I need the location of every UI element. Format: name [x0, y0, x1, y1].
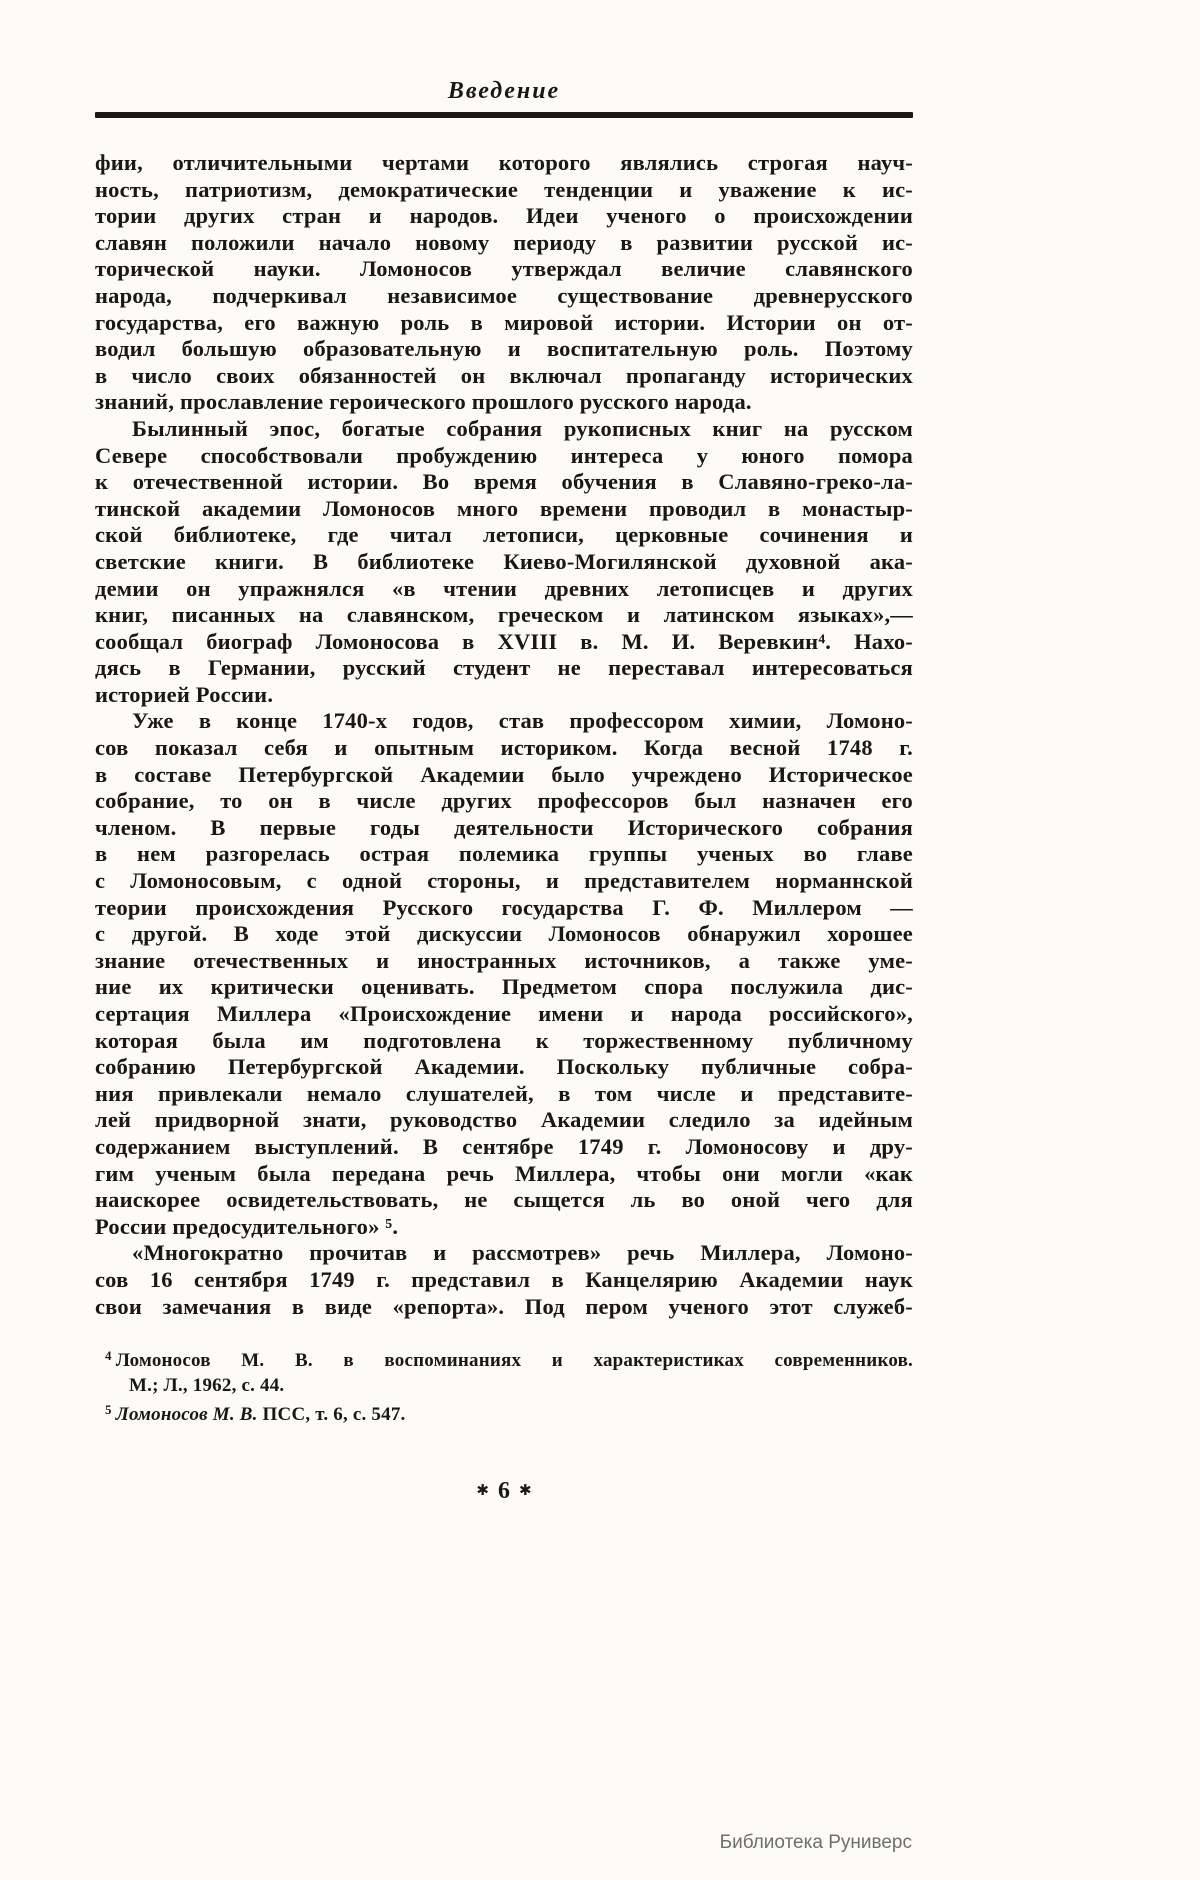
footnote-line	[105, 1398, 913, 1428]
footnote-marker: 4	[105, 1348, 112, 1364]
text-line: с другой. В ходе этой дискуссии Ломоносов обнаружил хорошее	[95, 921, 913, 947]
ornament-right-icon: ✱	[519, 1480, 532, 1499]
text-line: в составе Петербургской Академии было учреждено Историческое	[95, 761, 913, 787]
footnotes	[95, 1344, 913, 1428]
text-line: ние их критически оценивать. Предметом спора послужила дис-	[95, 974, 913, 1000]
text-line: гим ученым была передана речь Миллера, чтобы они могли «как	[95, 1160, 913, 1186]
text-line: Былинный эпос, богатые собрания рукописных книг на русском	[132, 415, 913, 441]
paragraph	[95, 1240, 913, 1320]
footnote-text: в воспоминаниях и характеристиках современников.	[312, 1350, 913, 1372]
text-line: ской библиотеке, где читал летописи, церковные сочинения и	[95, 522, 913, 548]
running-head: Введение	[447, 78, 561, 104]
text-line: Севере способствовали пробуждению интереса у юного помора	[95, 442, 913, 468]
text-line: демии он упражнялся «в чтении древних летописцев и других	[95, 575, 913, 601]
text-line: собрание, то он в числе других профессоров был назначен его	[95, 788, 913, 814]
text-line: дясь в Германии, русский студент не переставал интересоваться	[95, 655, 913, 681]
text-line: России предосудительного» ⁵.	[95, 1213, 399, 1239]
text-line: сертация Миллера «Происхождение имени и народа российского»,	[95, 1001, 913, 1026]
footnote-line	[105, 1344, 913, 1374]
text-line: тории других стран и народов. Идеи ученого о происхождении	[95, 203, 913, 229]
text-line: ния привлекали немало слушателей, в том числе и представите-	[95, 1080, 913, 1106]
text-line: которая была им подготовлена к торжественному публичному	[95, 1027, 913, 1053]
footnote-author: Ломоносов М. В.	[115, 1350, 313, 1372]
body-text	[95, 150, 913, 1320]
text-line: светские книги. В библиотеке Киево-Могилянской духовной ака-	[95, 548, 913, 574]
text-line: знание отечественных и иностранных источников, а также уме-	[95, 947, 913, 973]
text-line: ность, патриотизм, демократические тенденции и уважение к ис-	[95, 176, 913, 202]
text-line: к отечественной истории. Во время обучения в Славяно-греко-ла-	[95, 469, 913, 495]
paragraph	[95, 416, 913, 709]
watermark: Библиотека Руниверс	[719, 1832, 912, 1853]
page-number: 6	[498, 1477, 510, 1504]
text-line: народа, подчеркивал независимое существование древнерусского	[95, 282, 913, 308]
text-line: в число своих обязанностей он включал пропаганду исторических	[95, 362, 913, 388]
text-line: наискорее освидетельствовать, не сыщется ль во оной чего для	[95, 1187, 913, 1213]
header-rule	[95, 112, 913, 118]
text-line: торической науки. Ломоносов утверждал величие славянского	[95, 256, 913, 282]
footnote-text: ПСС, т. 6, с. 547.	[257, 1404, 406, 1426]
text-line: тинской академии Ломоносов много времени проводил в монастыр-	[95, 495, 913, 521]
text-line: содержанием выступлений. В сентябре 1749 г. Ломоносову и дру-	[95, 1133, 913, 1159]
text-line: знаний, прославление героического прошлого русского народа.	[95, 389, 752, 415]
text-line: членом. В первые годы деятельности Исторического собрания	[95, 814, 913, 840]
text-line: государства, его важную роль в мировой истории. Истории он от-	[95, 309, 913, 335]
text-line: собранию Петербургской Академии. Поскольку публичные собра-	[95, 1054, 913, 1080]
text-line: славян положили начало новому периоду в развитии русской ис-	[95, 229, 913, 255]
text-line: книг, писанных на славянском, греческом и латинском языках»,—	[95, 602, 913, 628]
footnote	[95, 1344, 913, 1398]
text-line: теории происхождения Русского государства Г. Ф. Миллером —	[95, 894, 913, 920]
page-content	[95, 0, 913, 1505]
text-line: Уже в конце 1740-х годов, став профессором химии, Ломоно-	[132, 708, 913, 734]
text-line: с Ломоносовым, с одной стороны, и представителем норманнской	[95, 868, 913, 894]
footnote	[95, 1398, 913, 1428]
text-line: в нем разгорелась острая полемика группы ученых во главе	[95, 841, 913, 867]
text-line: водил большую образовательную и воспитательную роль. Поэтому	[95, 336, 913, 362]
text-line: сов показал себя и опытным историком. Когда весной 1748 г.	[95, 735, 913, 761]
footnote-marker: 5	[105, 1402, 112, 1418]
footnote-line-continuation: М.; Л., 1962, с. 44.	[129, 1374, 285, 1396]
page-number-footer	[95, 1478, 913, 1505]
text-line: свои замечания в виде «репорта». Под пером ученого этот служеб-	[95, 1293, 913, 1319]
paragraph	[95, 150, 913, 416]
ornament-left-icon: ✱	[476, 1480, 489, 1499]
footnote-author: Ломоносов М. В.	[115, 1404, 258, 1426]
text-line: сообщал биограф Ломоносова в XVIII в. М. И. Веревкин⁴. Нахо-	[95, 628, 913, 654]
text-line: лей придворной знати, руководство Академии следило за идейным	[95, 1107, 913, 1133]
text-line: фии, отличительными чертами которого являлись строгая науч-	[95, 150, 913, 175]
text-line: историей России.	[95, 681, 274, 707]
text-line: сов 16 сентября 1749 г. представил в Канцелярию Академии наук	[95, 1266, 913, 1292]
text-line: «Многократно прочитав и рассмотрев» речь Миллера, Ломоно-	[132, 1240, 913, 1266]
paragraph	[95, 708, 913, 1240]
